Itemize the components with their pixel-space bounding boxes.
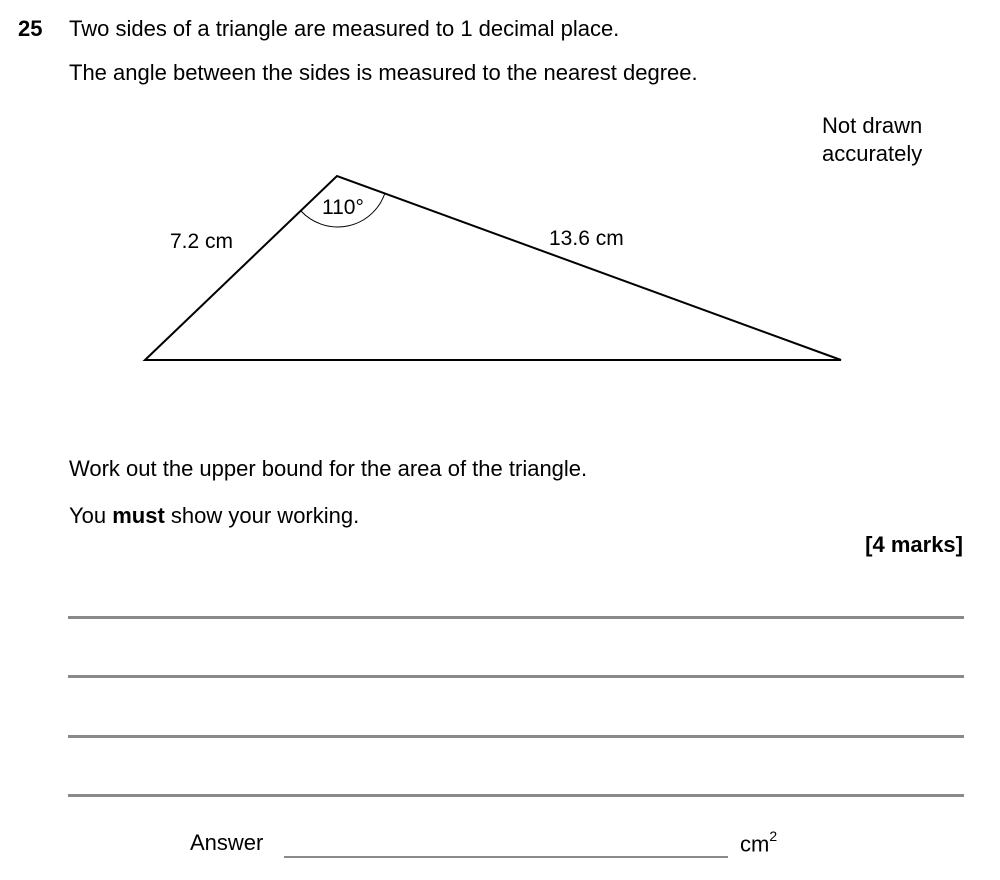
note-line-2: accurately xyxy=(822,141,923,166)
working-line[interactable] xyxy=(68,735,964,738)
question-stem-line-1: Two sides of a triangle are measured to 1 decimal place. xyxy=(69,16,620,41)
question-number: 25 xyxy=(18,16,43,41)
working-line[interactable] xyxy=(68,794,964,797)
instruction-pre: You xyxy=(69,503,113,528)
triangle-shape xyxy=(145,176,841,360)
answer-field[interactable] xyxy=(284,856,728,858)
side-a-label: 7.2 cm xyxy=(170,230,234,253)
instruction-emphasis: must xyxy=(112,503,165,528)
unit-exponent: 2 xyxy=(769,828,778,844)
angle-label: 110° xyxy=(322,196,364,219)
side-b-label: 13.6 cm xyxy=(549,227,624,250)
triangle-diagram xyxy=(0,0,1000,420)
instruction-line-1: Work out the upper bound for the area of the triangle. xyxy=(69,456,588,481)
answer-unit xyxy=(740,830,777,857)
working-line[interactable] xyxy=(68,616,964,619)
answer-label: Answer xyxy=(190,830,264,855)
instruction-post: show your working. xyxy=(164,503,360,528)
note-line-1: Not drawn xyxy=(822,113,923,138)
question-stem-line-2: The angle between the sides is measured to the nearest degree. xyxy=(69,60,698,85)
working-line[interactable] xyxy=(68,675,964,678)
marks-badge: [4 marks] xyxy=(865,532,963,557)
instruction-line-2 xyxy=(69,503,359,529)
unit-base: cm xyxy=(740,831,770,857)
